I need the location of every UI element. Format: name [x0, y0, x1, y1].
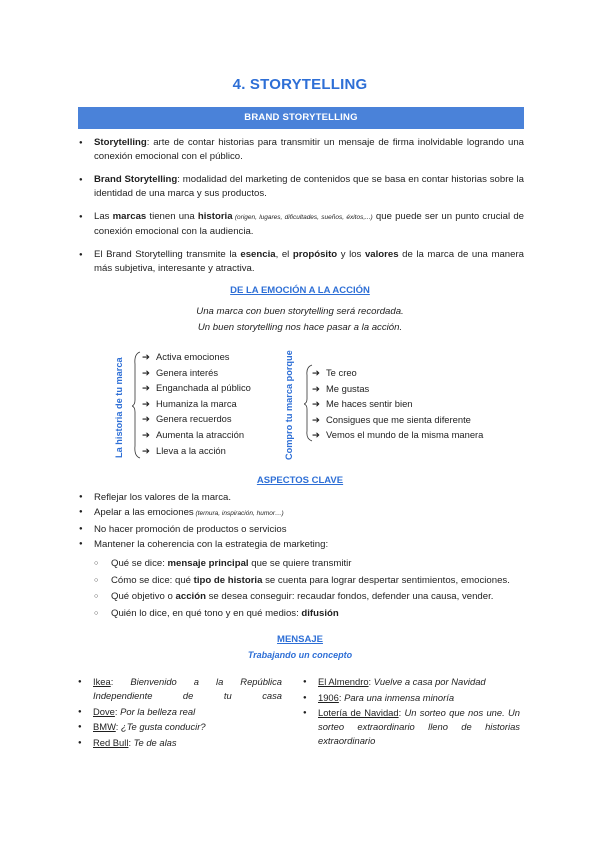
list-item: ● El Almendro: Vuelve a casa por Navidad	[303, 675, 520, 689]
list-item	[78, 173, 524, 201]
term-storytelling: Storytelling	[94, 137, 147, 148]
aspects-list	[78, 490, 524, 553]
list-item	[142, 396, 251, 412]
item-text: Me gustas	[326, 382, 370, 394]
bold-text: marcas	[112, 211, 147, 222]
bold-text: propósito	[292, 249, 338, 260]
slogan-text: Por la belleza real	[120, 705, 196, 717]
slogan-text: Vuelve a casa por Navidad	[373, 676, 486, 687]
item-text: Genera interés	[156, 366, 219, 378]
text: que se quiere transmitir	[248, 558, 352, 569]
definition-text: : arte de contar historias para transmitir un mensaje de firma inolvidable logrando una conexión emocional con el público.	[94, 137, 524, 162]
arrow-icon: ➔	[142, 444, 150, 456]
brand-name: Dove	[93, 705, 115, 717]
item-text: Apelar a las emociones	[94, 507, 194, 519]
list-item: ● Ikea: Bienvenido a la República Independiente de tu casa	[78, 675, 282, 703]
list-item	[312, 412, 483, 428]
list-item	[312, 365, 483, 381]
item-text: Mantener la coherencia con la estrategia de marketing:	[94, 539, 329, 551]
text: se desea conseguir: recaudar fondos, defender una causa, vender.	[205, 591, 494, 603]
brand-name: Lotería de Navidad	[318, 707, 399, 719]
definition-list	[78, 136, 524, 285]
page-title: 4. STORYTELLING	[232, 76, 368, 93]
item-text: No hacer promoción de productos o servicios	[94, 523, 287, 535]
item-text: Te creo	[326, 367, 357, 378]
slogans-right	[303, 675, 520, 750]
item-text: Humaniza la marca	[156, 397, 237, 409]
text: y los	[337, 249, 365, 260]
list-item	[78, 490, 524, 505]
arrow-icon: ➔	[142, 428, 150, 440]
list-item	[142, 411, 251, 427]
arrow-icon: ➔	[312, 413, 320, 425]
item-text: Vemos el mundo de la misma manera	[326, 429, 484, 441]
list-item	[312, 381, 483, 397]
right-list	[312, 365, 483, 443]
text: Las	[94, 211, 113, 222]
list-item: ● Red Bull: Te de alas	[78, 736, 282, 750]
brand-name: BMW	[93, 721, 116, 733]
sub-list-item	[94, 589, 524, 606]
brand-name: Red Bull	[93, 736, 129, 748]
note-text: (ternura, inspiración, humor…)	[193, 510, 284, 518]
slogan-text: Un sorteo que nos une. Un sorteo extraordinario lleno de historias extraordinario	[318, 707, 520, 747]
arrow-icon: ➔	[312, 382, 320, 394]
bold-text: valores	[364, 249, 399, 260]
slogan-text: Bienvenido a la República Independiente de tu casa	[93, 676, 282, 701]
term-brand-storytelling: Brand Storytelling	[94, 174, 178, 185]
mensaje-heading: MENSAJE	[277, 634, 323, 645]
arrow-icon: ➔	[142, 366, 150, 378]
text: , el	[275, 249, 293, 260]
text: Quién lo dice, en qué tono y en qué medios:	[111, 607, 302, 619]
slogans-left	[78, 675, 282, 751]
slogan-text: Para una inmensa minoría	[344, 691, 455, 703]
aspects-heading: ASPECTOS CLAVE	[256, 475, 344, 486]
emotion-heading: DE LA EMOCIÓN A LA ACCIÓN	[230, 285, 370, 296]
bold-text: mensaje principal	[167, 558, 249, 569]
left-bracket	[132, 350, 142, 460]
list-item	[142, 365, 251, 381]
list-item	[312, 427, 483, 443]
list-item	[78, 505, 524, 521]
left-list	[142, 349, 251, 458]
slogan-text: Te de alas	[133, 736, 177, 748]
list-item	[78, 537, 524, 552]
text: Qué objetivo o	[111, 591, 176, 603]
arrow-icon: ➔	[312, 398, 320, 410]
arrow-icon: ➔	[142, 413, 150, 425]
list-item: ● 1906: Para una inmensa minoría	[303, 691, 520, 705]
list-item: ● Lotería de Navidad: Un sorteo que nos une. Un sorteo extraordinario lleno de historias extraordinario	[303, 706, 520, 748]
list-item	[78, 248, 524, 276]
item-text: Genera recuerdos	[156, 413, 232, 425]
aspects-sublist	[94, 556, 524, 622]
sub-list-item	[94, 556, 524, 573]
item-text: Aumenta la atracción	[156, 428, 245, 440]
list-item	[78, 522, 524, 537]
text: Qué se dice:	[111, 558, 168, 569]
arrow-icon: ➔	[142, 382, 150, 394]
brand-name: 1906	[318, 691, 339, 703]
brand-name: Ikea	[93, 676, 111, 687]
list-item	[142, 349, 251, 365]
bold-text: difusión	[301, 607, 339, 619]
list-item	[78, 210, 524, 239]
slogan-text: ¿Te gusta conducir?	[120, 721, 206, 733]
bold-text: historia	[197, 211, 233, 222]
arrow-icon: ➔	[312, 367, 320, 378]
item-text: Me haces sentir bien	[326, 398, 413, 410]
text: tienen una	[146, 211, 198, 222]
sub-list-item	[94, 606, 524, 623]
quote-line-2: Un buen storytelling nos hace pasar a la acción.	[197, 322, 403, 333]
mensaje-subtitle: Trabajando un concepto	[247, 650, 353, 660]
bold-text: tipo de historia	[193, 574, 263, 586]
sub-list-item	[94, 573, 524, 590]
note-text: (origen, lugares, dificultades, sueños, éxitos,...)	[232, 214, 373, 221]
text: que puede ser un punto crucial de conexión emocional con la audiencia.	[94, 211, 524, 237]
list-item	[142, 427, 251, 443]
list-item: ● Dove: Por la belleza real	[78, 705, 282, 719]
text: de la marca de una manera más subjetiva, interesante y atractiva.	[94, 249, 524, 274]
definition-text: : modalidad del marketing de contenidos que se basa en contar historias sobre la identidad de una marca y sus productos.	[94, 174, 524, 199]
text: se cuenta para lograr despertar sentimientos, emociones.	[262, 574, 510, 586]
list-item	[78, 136, 524, 164]
bold-text: esencia	[240, 249, 276, 260]
list-item	[142, 443, 251, 459]
brand-name: El Almendro	[318, 676, 369, 687]
item-text: Activa emociones	[156, 351, 230, 362]
list-item	[312, 396, 483, 412]
list-item: ● BMW: ¿Te gusta conducir?	[78, 720, 282, 734]
left-vertical-label: La historia de tu marca	[114, 357, 124, 458]
text: Cómo se dice: qué	[111, 574, 194, 586]
section-banner: BRAND STORYTELLING	[78, 107, 524, 129]
item-text: Consigues que me sienta diferente	[326, 413, 471, 425]
quote-line-1: Una marca con buen storytelling será recordada.	[196, 306, 404, 317]
arrow-icon: ➔	[142, 351, 150, 362]
item-text: Enganchada al público	[156, 382, 251, 394]
text: El Brand Storytelling transmite la	[94, 249, 241, 260]
bold-text: acción	[175, 591, 206, 603]
item-text: Lleva a la acción	[156, 444, 226, 456]
arrow-icon: ➔	[142, 397, 150, 409]
right-vertical-label: Compro tu marca porque	[284, 350, 294, 460]
arrow-icon: ➔	[312, 429, 320, 441]
list-item	[142, 380, 251, 396]
item-text: Reflejar los valores de la marca.	[94, 492, 232, 503]
